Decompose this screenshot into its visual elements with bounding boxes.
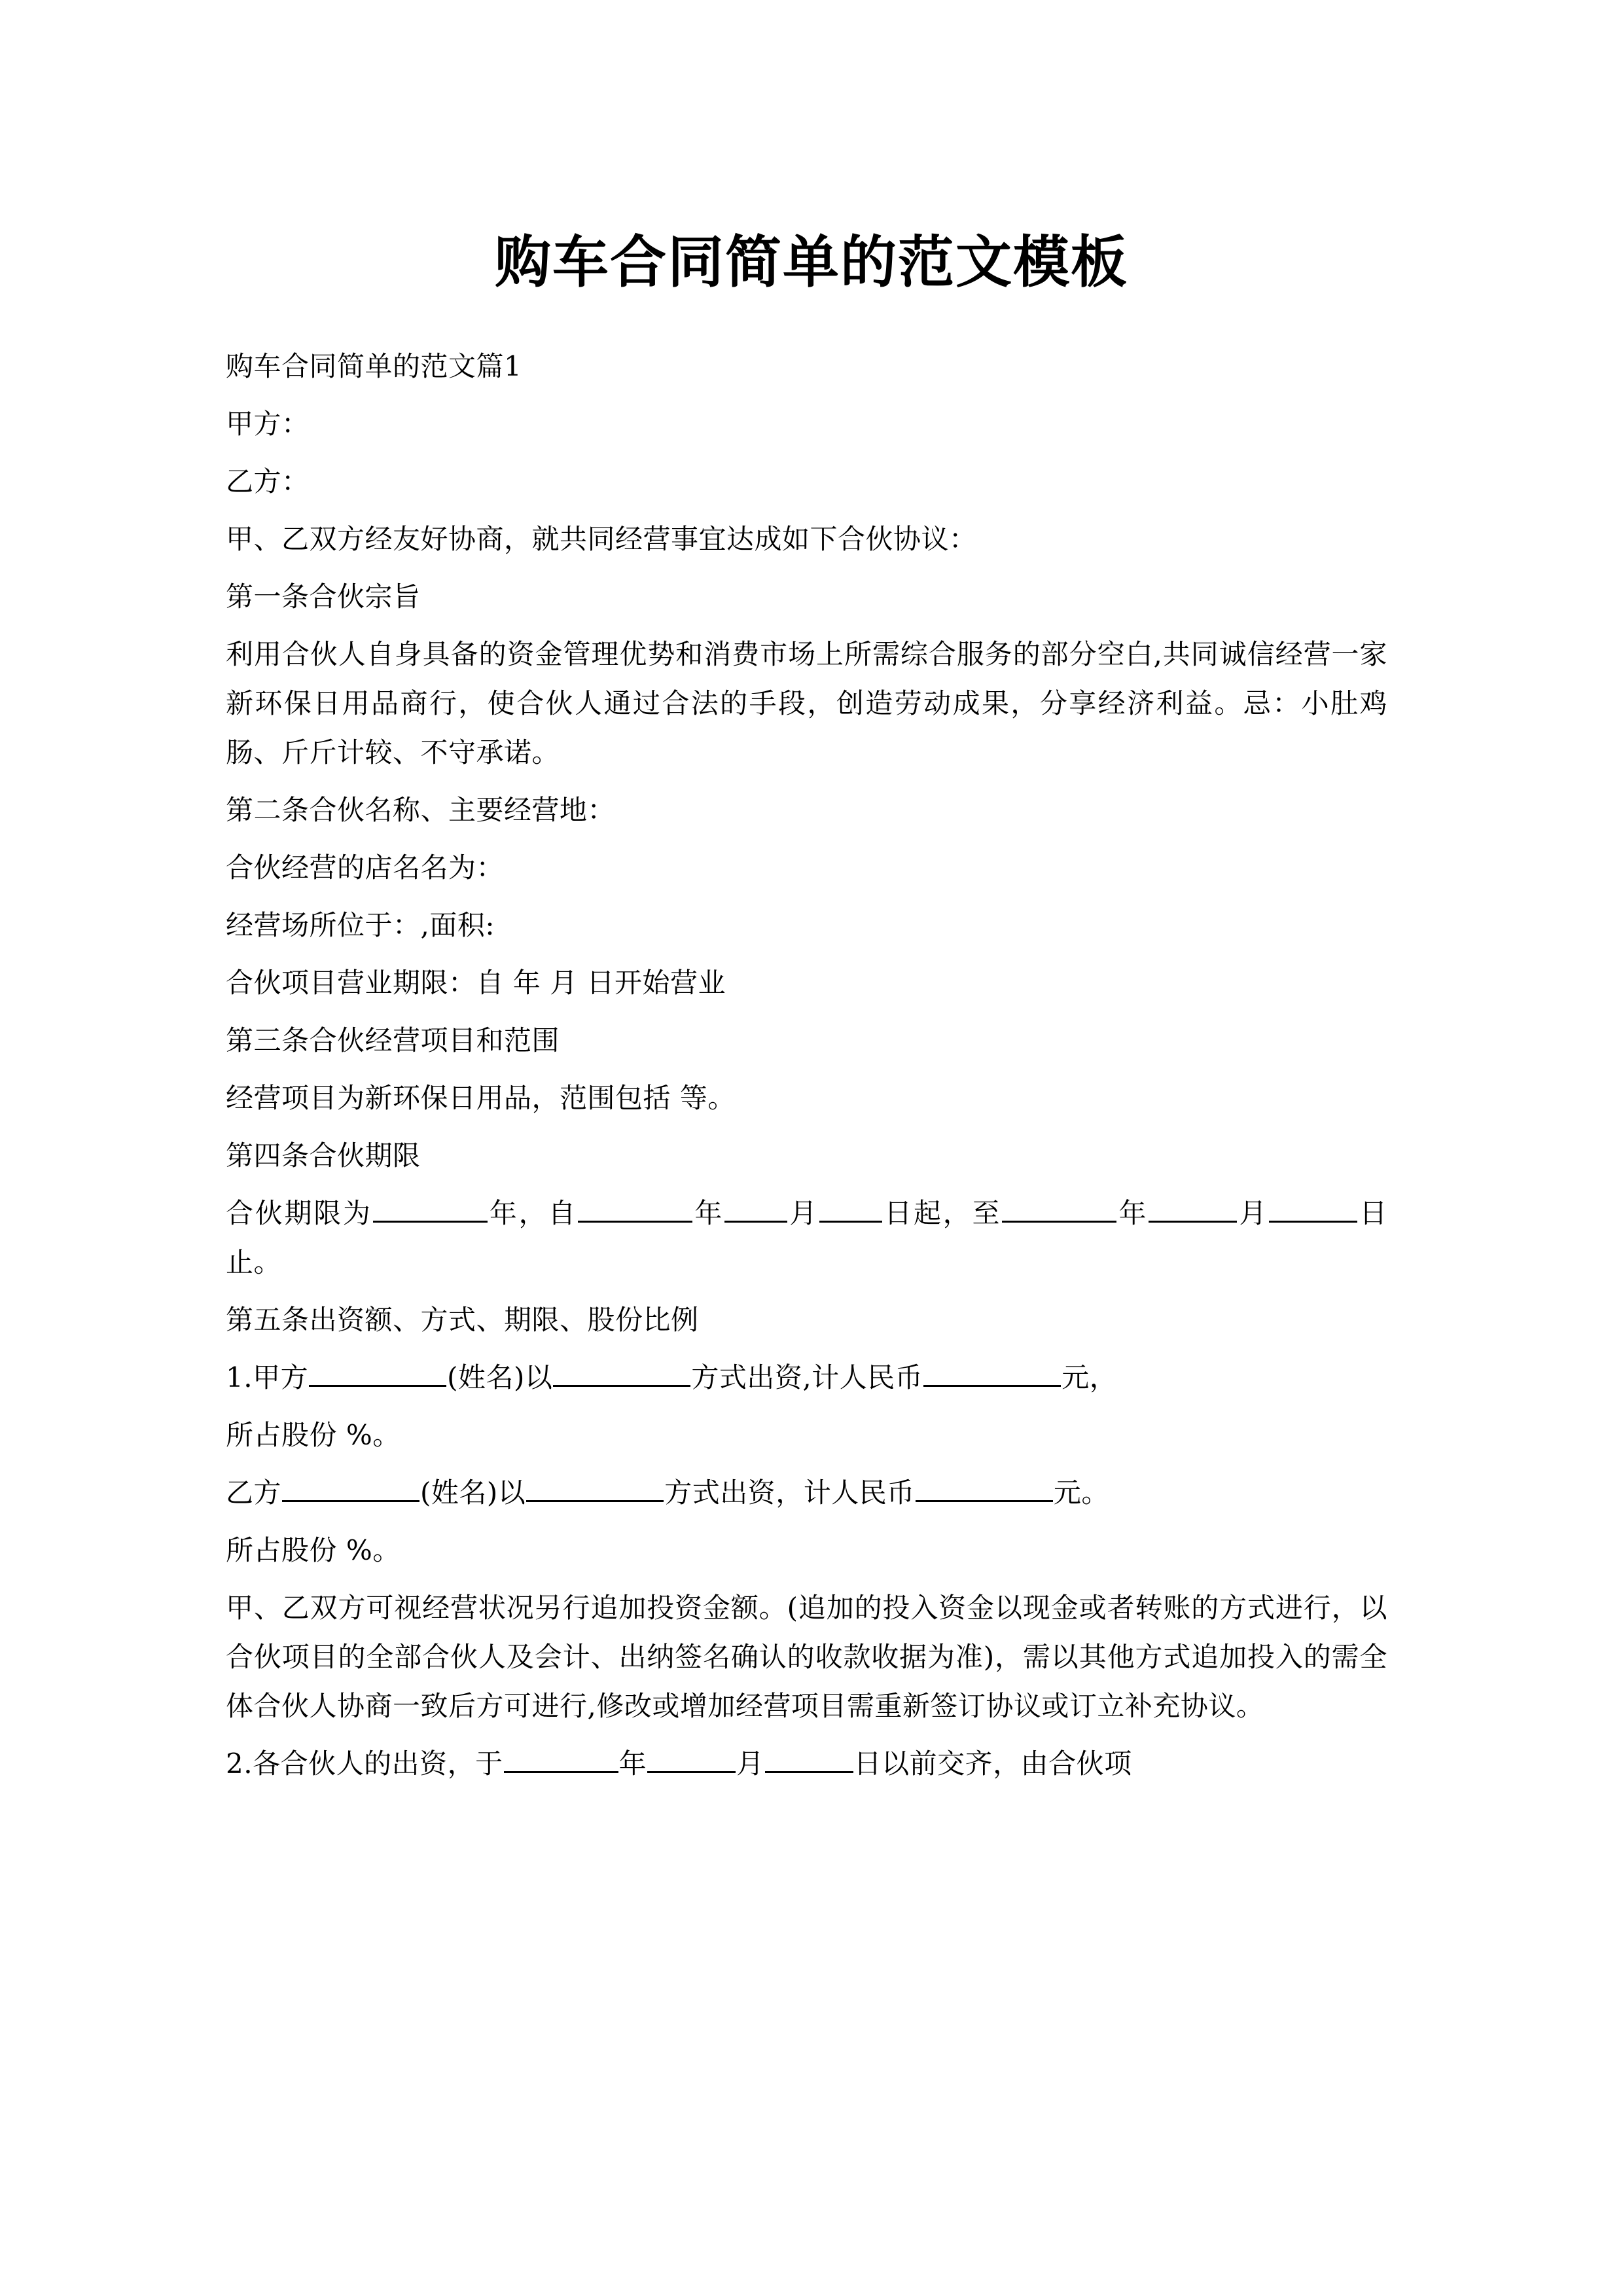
paragraph-clause-3-heading: 第三条合伙经营项目和范围 — [226, 1024, 560, 1056]
term-label-2: 年，自 — [488, 1197, 578, 1229]
paragraph-business-location: 经营场所位于：,面积: — [226, 909, 495, 941]
capital-a-label-1: 1.甲方 — [226, 1361, 309, 1393]
paragraph-clause-3-body: 经营项目为新环保日用品，范围包括 等。 — [226, 1082, 736, 1114]
deadline-label-4: 日以前交齐，由合伙项 — [853, 1748, 1132, 1780]
paragraph-clause-1-heading: 第一条合伙宗旨 — [226, 581, 421, 613]
capital-a-label-3: 方式出资,计人民币 — [691, 1361, 923, 1393]
paragraph-party-b-share: 所占股份 %。 — [226, 1534, 401, 1566]
paragraph-clause-2-heading: 第二条合伙名称、主要经营地： — [226, 794, 616, 826]
paragraph-additional-investment: 甲、乙双方可视经营状况另行追加投资金额。(追加的投入资金以现金或者转账的方式进行，以合伙项目的全部合伙人及会计、出纳签名确认的收款收据为准)，需以其他方式追加投入的需全体合伙人协商一致后方可进行,修改或增加经营项目需重新签订协议或订立补充协议。 — [226, 1592, 1387, 1722]
paragraph-shop-name: 合伙经营的店名名为： — [226, 852, 505, 884]
paragraph-party-a-capital — [226, 1353, 1387, 1402]
term-blank-years[interactable] — [373, 1191, 488, 1223]
capital-b-label-2: (姓名)以 — [420, 1477, 526, 1509]
deadline-label-3: 月 — [736, 1748, 764, 1780]
capital-b-label-3: 方式出资，计人民币 — [664, 1477, 915, 1509]
paragraph-payment-deadline — [226, 1739, 1387, 1788]
term-blank-end-day[interactable] — [1269, 1191, 1357, 1223]
term-label-6: 年 — [1117, 1197, 1149, 1229]
paragraph-partnership-term — [226, 1189, 1387, 1287]
document-body — [226, 342, 1387, 1797]
page-title: 购车合同简单的范文模板 — [495, 228, 1128, 295]
capital-a-blank-amount[interactable] — [923, 1355, 1061, 1387]
paragraph-clause-4-heading: 第四条合伙期限 — [226, 1139, 421, 1172]
term-label-7: 月 — [1238, 1197, 1269, 1229]
paragraph-party-a-share: 所占股份 %。 — [226, 1419, 401, 1451]
deadline-blank-month[interactable] — [647, 1741, 736, 1773]
paragraph-party-b-label: 乙方： — [226, 465, 310, 497]
term-label-1: 合伙期限为 — [226, 1197, 372, 1229]
paragraph-business-period: 合伙项目营业期限：自 年 月 日开始营业 — [226, 967, 726, 999]
capital-a-label-2: (姓名)以 — [447, 1361, 553, 1393]
paragraph-clause-1-body: 利用合伙人自身具备的资金管理优势和消费市场上所需综合服务的部分空白,共同诚信经营一家新环保日用品商行，使合伙人通过合法的手段，创造劳动成果，分享经济利益。忌：小肚鸡肠、斤斤计较、不守承诺。 — [226, 638, 1387, 768]
paragraph-article-heading: 购车合同简单的范文篇1 — [226, 350, 522, 382]
paragraph-party-b-capital — [226, 1468, 1387, 1517]
term-blank-end-year[interactable] — [1002, 1191, 1116, 1223]
capital-a-blank-method[interactable] — [553, 1355, 690, 1387]
paragraph-preamble: 甲、乙双方经友好协商，就共同经营事宜达成如下合伙协议： — [226, 523, 977, 555]
capital-b-label-4: 元。 — [1053, 1477, 1109, 1509]
paragraph-party-a-label: 甲方： — [226, 408, 310, 440]
term-label-8: 日止。 — [226, 1197, 1387, 1278]
term-label-4: 月 — [788, 1197, 819, 1229]
paragraph-clause-5-heading: 第五条出资额、方式、期限、股份比例 — [226, 1304, 699, 1336]
capital-a-blank-name[interactable] — [309, 1355, 446, 1387]
deadline-label-2: 年 — [618, 1748, 647, 1780]
term-blank-end-month[interactable] — [1149, 1191, 1237, 1223]
capital-b-blank-amount[interactable] — [916, 1470, 1053, 1502]
term-label-3: 年 — [693, 1197, 724, 1229]
term-blank-start-month[interactable] — [724, 1191, 787, 1223]
term-label-5: 日起，至 — [883, 1197, 1002, 1229]
capital-a-label-4: 元， — [1061, 1361, 1118, 1393]
term-blank-start-day[interactable] — [819, 1191, 882, 1223]
capital-b-blank-name[interactable] — [282, 1470, 419, 1502]
deadline-blank-day[interactable] — [765, 1741, 853, 1773]
deadline-blank-year[interactable] — [504, 1741, 618, 1773]
capital-b-label-1: 乙方 — [226, 1477, 282, 1509]
term-blank-start-year[interactable] — [578, 1191, 692, 1223]
capital-b-blank-method[interactable] — [526, 1470, 664, 1502]
deadline-label-1: 2.各合伙人的出资，于 — [226, 1748, 503, 1780]
